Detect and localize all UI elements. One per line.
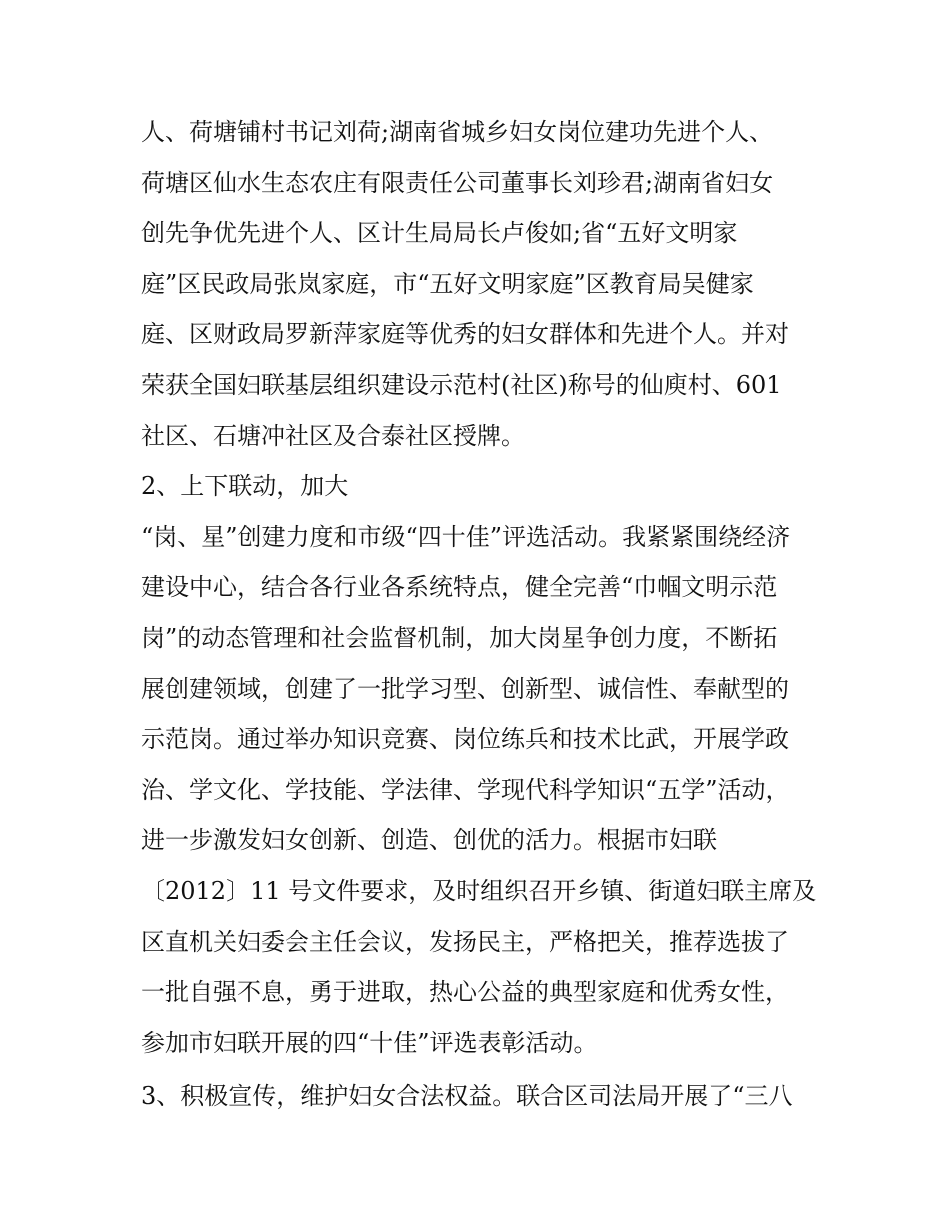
text-line: 建设中心，结合各行业各系统特点，健全完善“巾帼文明示范: [141, 573, 778, 602]
section-heading-2: 2、上下联动，加大: [141, 472, 349, 501]
text-line: 社区、石塘冲社区及合泰社区授牌。: [141, 421, 525, 450]
text-line: 〔2012〕11 号文件要求，及时组织召开乡镇、街道妇联主席及: [141, 876, 817, 905]
section-heading-3: 3、积极宣传，维护妇女合法权益。联合区司法局开展了“三八: [141, 1082, 793, 1111]
text-line: 展创建领域，创建了一批学习型、创新型、诚信性、奉献型的: [141, 674, 789, 703]
text-line: 参加市妇联开展的四“十佳”评选表彰活动。: [141, 1028, 598, 1057]
text-line: 庭”区民政局张岚家庭，市“五好文明家庭”区教育局吴健家: [141, 269, 754, 298]
text-line: 庭、区财政局罗新萍家庭等优秀的妇女群体和先进个人。并对: [141, 320, 789, 349]
body-text: [141, 107, 821, 1122]
text-line: 区直机关妇委会主任会议，发扬民主，严格把关，推荐选拔了: [141, 927, 789, 956]
text-line: 示范岗。通过举办知识竞赛、岗位练兵和技术比武，开展学政: [141, 725, 789, 754]
text-line: 创先争优先进个人、区计生局局长卢俊如;省“五好文明家: [141, 219, 738, 248]
text-line: 荷塘区仙水生态农庄有限责任公司董事长刘珍君;湖南省妇女: [141, 168, 774, 197]
text-line: 一批自强不息，勇于进取，热心公益的典型家庭和优秀女性，: [141, 978, 789, 1007]
text-line: 治、学文化、学技能、学法律、学现代科学知识“五学”活动，: [141, 775, 790, 804]
text-line: 岗”的动态管理和社会监督机制，加大岗星争创力度，不断拓: [141, 623, 778, 652]
text-line: 人、荷塘铺村书记刘荷;湖南省城乡妇女岗位建功先进个人、: [141, 118, 774, 146]
text-line: 荣获全国妇联基层组织建设示范村(社区)称号的仙庾村、601: [141, 370, 782, 399]
text-line: 进一步激发妇女创新、创造、创优的活力。根据市妇联: [141, 826, 717, 855]
text-line: “岗、星”创建力度和市级“四十佳”评选活动。我紧紧围绕经济: [141, 522, 791, 551]
